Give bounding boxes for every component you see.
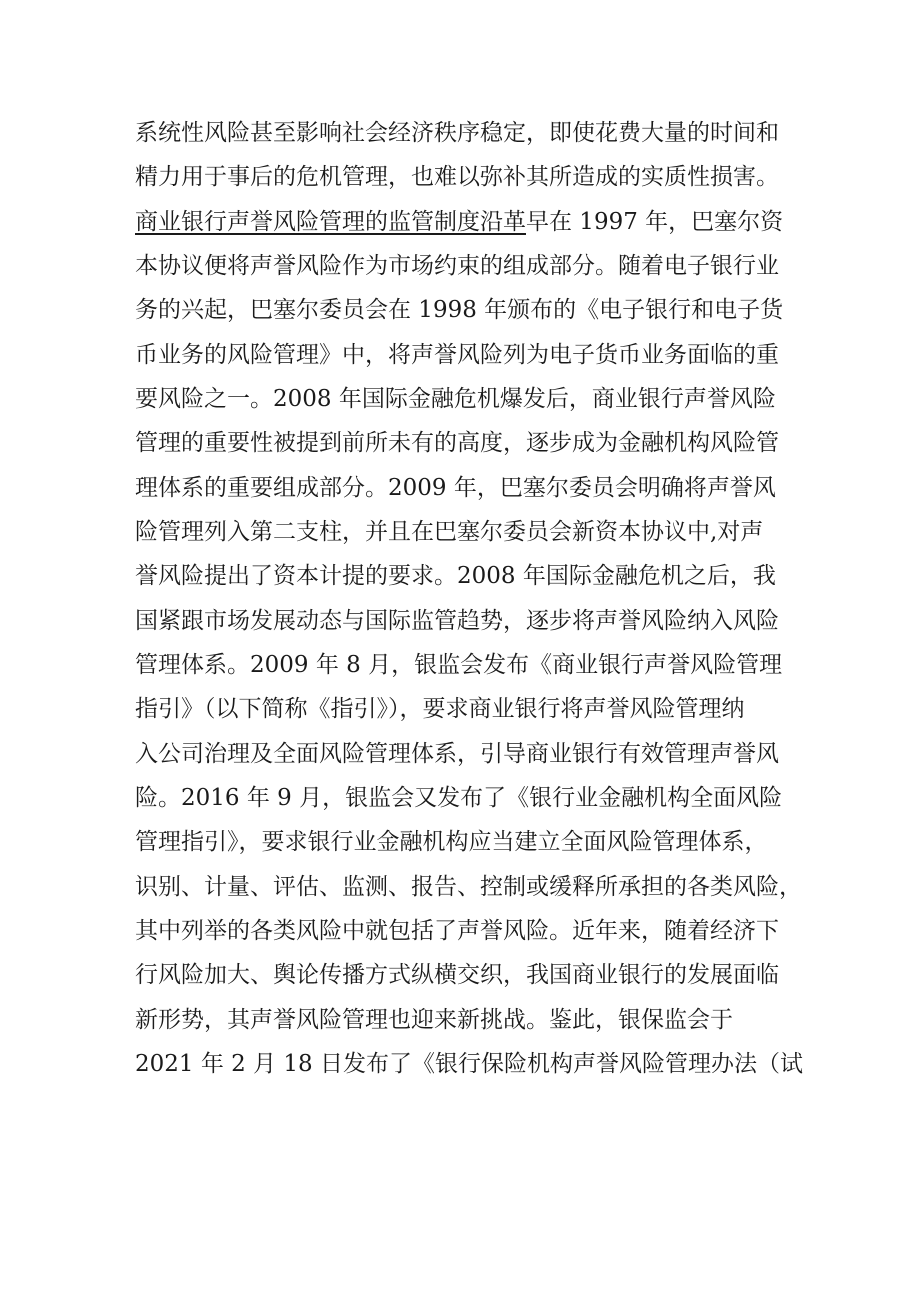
text-line: 管理指引》，要求银行业金融机构应当建立全面风险管理体系， [135,829,768,856]
text-run: 早在 1997 年，巴塞尔资 [526,208,784,235]
text-line: 识别、计量、评估、监测、报告、控制或缓释所承担的各类风险， [135,873,802,900]
text-line: 2021 年 2 月 18 日发布了《银行保险机构声誉风险管理办法（试 [135,1050,803,1077]
text-line: 要风险之一。2008 年国际金融危机爆发后，商业银行声誉风险 [135,385,776,412]
text-line: 管理的重要性被提到前所未有的高度，逐步成为金融机构风险管 [135,430,779,457]
text-line: 行风险加大、舆论传播方式纵横交织，我国商业银行的发展面临 [135,962,779,989]
text-line: 币业务的风险管理》中，将声誉风险列为电子货币业务面临的重 [135,341,779,368]
text-line: 精力用于事后的危机管理，也难以弥补其所造成的实质性损害。 [135,164,779,191]
text-line: 入公司治理及全面风险管理体系，引导商业银行有效管理声誉风 [135,740,779,767]
text-line: 系统性风险甚至影响社会经济秩序稳定，即使花费大量的时间和 [135,120,779,146]
text-line: 管理体系。2009 年 8 月，银监会发布《商业银行声誉风险管理 [135,651,783,678]
text-line: 誉风险提出了资本计提的要求。2008 年国际金融危机之后，我 [135,563,776,590]
document-body [135,111,815,1086]
text-line: 指引》（以下简称《指引》），要求商业银行将声誉风险管理纳 [135,696,745,723]
text-line-with-heading [135,200,815,244]
text-line: 国紧跟市场发展动态与国际监管趋势，逐步将声誉风险纳入风险 [135,607,779,634]
text-line: 险。2016 年 9 月，银监会又发布了《银行业金融机构全面风险 [135,784,783,811]
text-line: 本协议便将声誉风险作为市场约束的组成部分。随着电子银行业 [135,252,779,279]
text-line: 险管理列入第二支柱，并且在巴塞尔委员会新资本协议中,对声 [135,518,764,545]
text-line: 其中列举的各类风险中就包括了声誉风险。近年来，随着经济下 [135,917,779,944]
section-heading-underlined: 商业银行声誉风险管理的监管制度沿革 [135,208,526,235]
text-line: 新形势，其声誉风险管理也迎来新挑战。鉴此，银保监会于 [135,1006,733,1033]
text-line: 务的兴起，巴塞尔委员会在 1998 年颁布的《电子银行和电子货 [135,297,784,324]
text-line: 理体系的重要组成部分。2009 年，巴塞尔委员会明确将声誉风 [135,474,776,501]
